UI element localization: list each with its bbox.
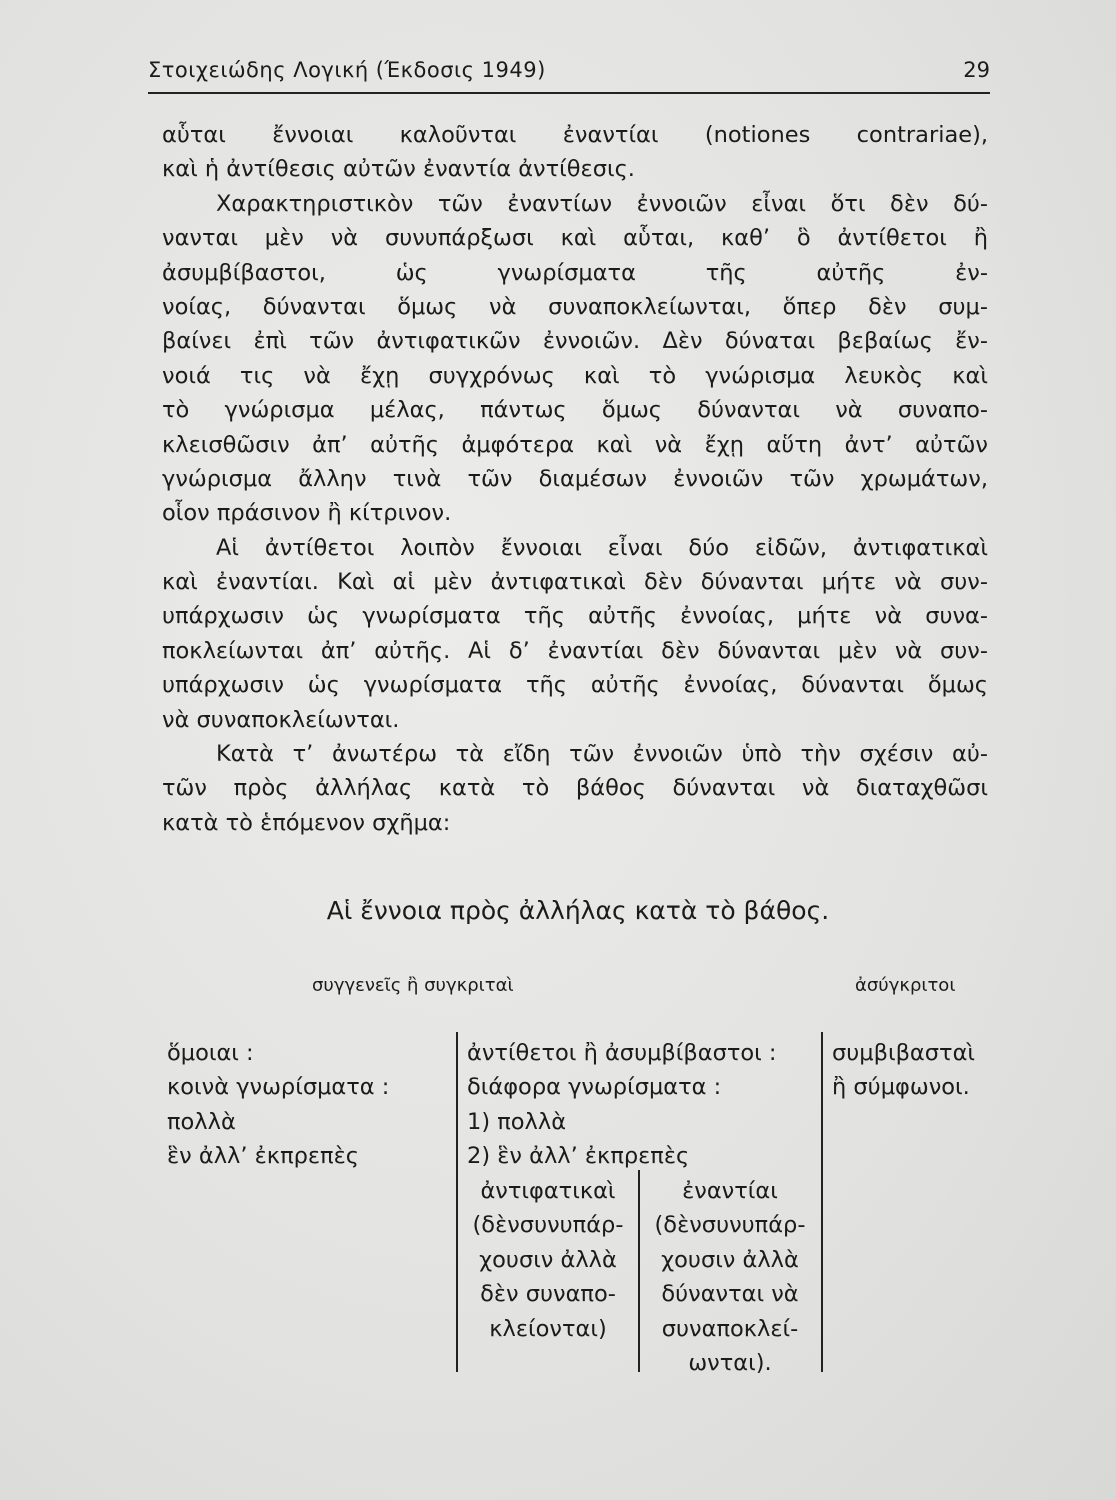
text-line: Κατὰ τ’ ἀνωτέρω τὰ εἴδη τῶν ἐννοιῶν ὑπὸ τὴν σχέσιν αὐ-: [216, 741, 988, 768]
column-line: ἀντίθετοι ἢ ἀσυμβίβαστοι :: [467, 1040, 777, 1066]
text-line: υπάρχωσιν ὡς γνωρίσματα τῆς αὐτῆς ἐννοίας, δύνανται ὅμως: [162, 672, 988, 699]
column-line: ἢ σύμφωνοι.: [832, 1074, 970, 1101]
subcolumn-contrary: [642, 1174, 818, 1380]
text-line: κλεισθῶσιν ἀπ’ αὐτῆς ἀμφότερα καὶ νὰ ἔχῃ αὕτη ἀντ’ αὐτῶν: [162, 431, 988, 458]
column-line: συμβιβασταὶ: [832, 1040, 976, 1066]
column-line: συναποκλεί-: [661, 1315, 799, 1342]
column-line: πολλὰ: [167, 1108, 236, 1135]
text-line: Αἱ ἀντίθετοι λοιπὸν ἔννοιαι εἶναι δύο εἰδῶν, ἀντιφατικαὶ: [216, 534, 988, 561]
column-line: ωνται).: [688, 1349, 772, 1376]
text-line: τὸ γνώρισμα μέλας, πάντως ὅμως δύνανται νὰ συναπο-: [162, 397, 988, 424]
text-line: νὰ συναποκλείωνται.: [162, 706, 400, 733]
scheme-heading: Αἱ ἔννοια πρὸς ἀλλήλας κατὰ τὸ βάθος.: [326, 896, 830, 925]
running-header: [148, 58, 990, 90]
text-line: καὶ ἐναντίαι. Καὶ αἱ μὲν ἀντιφατικαὶ δὲν δύνανται μήτε νὰ συν-: [162, 569, 988, 596]
column-line: ἐναντίαι: [682, 1178, 778, 1204]
column-line: κοινὰ γνωρίσματα :: [167, 1074, 390, 1101]
column-line: ἓν ἀλλ’ ἐκπρεπὲς: [167, 1143, 359, 1170]
text-line: τῶν πρὸς ἀλλήλας κατὰ τὸ βάθος δύνανται νὰ διαταχθῶσι: [162, 775, 988, 802]
subcolumn-divider: [638, 1170, 640, 1372]
text-line: νοίας, δύνανται ὅμως νὰ συναποκλείωνται, ὅπερ δὲν συμ-: [162, 293, 988, 320]
column-line: χουσιν ἀλλὰ: [661, 1246, 799, 1273]
column-line: κλείονται): [489, 1315, 607, 1342]
label-related: συγγενεῖς ἢ συγκριταὶ: [312, 975, 514, 996]
text-line: γνώρισμα ἄλλην τινὰ τῶν διαμέσων ἐννοιῶν τῶν χρωμάτων,: [162, 465, 988, 492]
body-text: [162, 118, 988, 840]
column-line: 2) ἓν ἀλλ’ ἐκπρεπὲς: [467, 1143, 690, 1170]
header-title: Στοιχειώδης Λογική (Έκδοσις 1949): [148, 58, 546, 82]
column-similar: [167, 1036, 389, 1174]
page-number: 29: [963, 58, 990, 82]
column-opposite: [467, 1036, 777, 1174]
label-incomparable: ἀσύγκριτοι: [855, 975, 956, 996]
text-line: αὗται ἔννοιαι καλοῦνται ἐναντίαι (notiones contrariae),: [162, 122, 988, 148]
column-line: ὅμοιαι :: [167, 1040, 254, 1066]
column-line: 1) πολλὰ: [467, 1108, 567, 1135]
text-line: νοιά τις νὰ ἔχῃ συγχρόνως καὶ τὸ γνώρισμα λευκὸς καὶ: [162, 362, 988, 389]
column-divider: [456, 1032, 458, 1372]
column-line: διάφορα γνωρίσματα :: [467, 1074, 722, 1101]
text-line: υπάρχωσιν ὡς γνωρίσματα τῆς αὐτῆς ἐννοίας, μήτε νὰ συνα-: [162, 603, 988, 630]
column-line: δὲν συναπο-: [480, 1281, 616, 1308]
text-line: ἀσυμβίβαστοι, ὡς γνωρίσματα τῆς αὐτῆς ἐν-: [162, 259, 988, 286]
column-line: (δὲνσυνυπάρ-: [472, 1212, 624, 1239]
text-line: οἷον πράσινον ἢ κίτρινον.: [162, 500, 452, 527]
header-rule: [148, 92, 990, 94]
text-line: βαίνει ἐπὶ τῶν ἀντιφατικῶν ἐννοιῶν. Δὲν δύναται βεβαίως ἔν-: [162, 328, 988, 355]
column-line: χουσιν ἀλλὰ: [479, 1246, 617, 1273]
column-divider: [821, 1032, 823, 1372]
column-line: (δὲνσυνυπάρ-: [654, 1212, 806, 1239]
text-line: Χαρακτηριστικὸν τῶν ἐναντίων ἐννοιῶν εἶναι ὅτι δὲν δύ-: [216, 190, 988, 217]
text-line: κατὰ τὸ ἑπόμενον σχῆμα:: [162, 809, 451, 836]
column-compatible: [832, 1036, 975, 1105]
text-line: καὶ ἡ ἀντίθεσις αὐτῶν ἐναντία ἀντίθεσις.: [162, 156, 635, 183]
subcolumn-contradictory: [460, 1174, 636, 1346]
column-line: ἀντιφατικαὶ: [480, 1178, 616, 1204]
text-line: νανται μὲν νὰ συνυπάρξωσι καὶ αὗται, καθ’ ὃ ἀντίθετοι ἢ: [162, 225, 988, 252]
text-line: ποκλείωνται ἀπ’ αὐτῆς. Αἱ δ’ ἐναντίαι δὲν δύνανται μὲν νὰ συν-: [162, 637, 988, 664]
column-line: δύνανται νὰ: [661, 1281, 799, 1308]
